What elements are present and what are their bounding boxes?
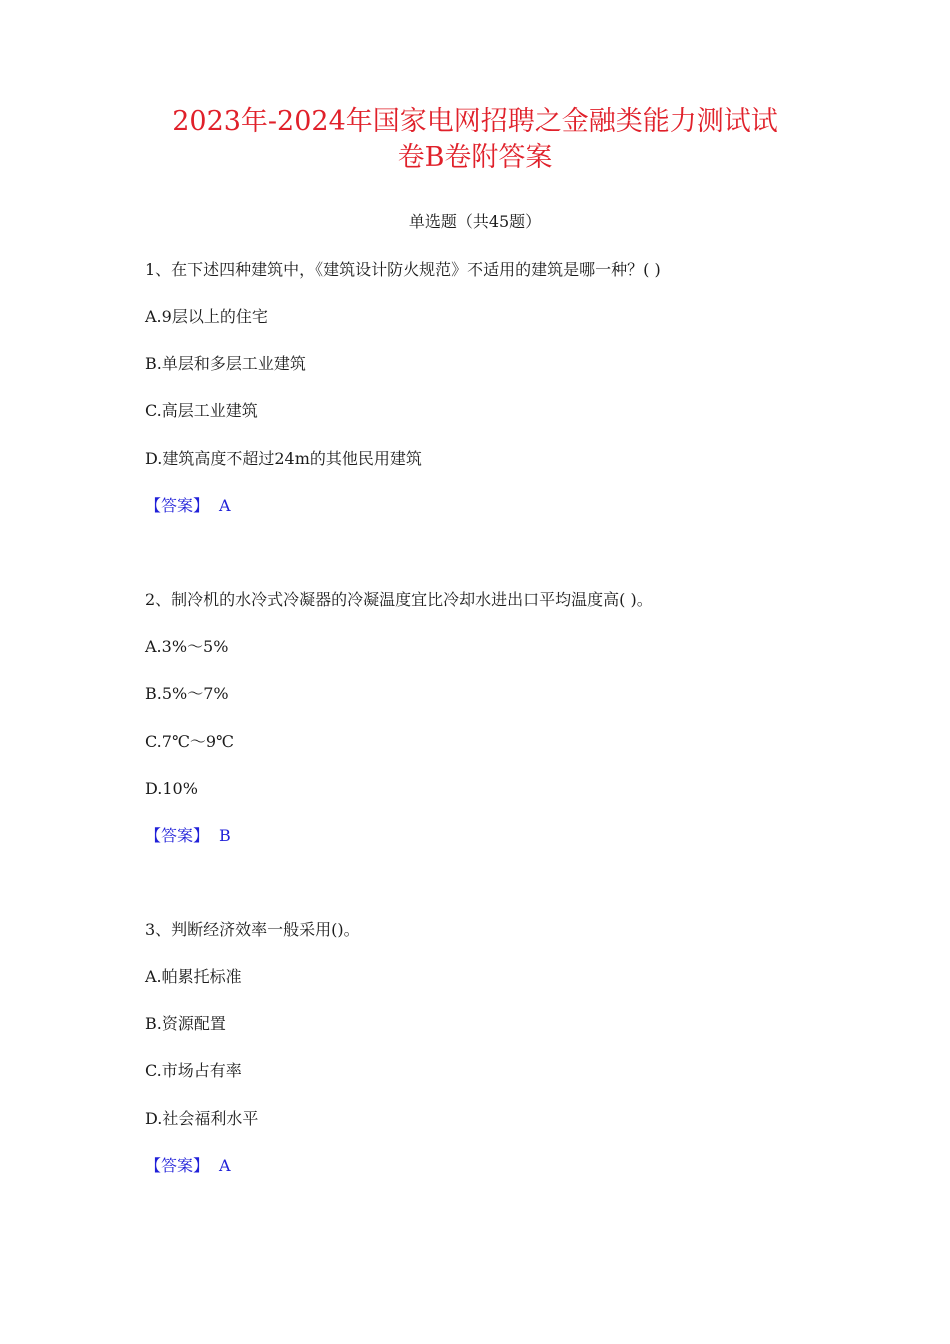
answer-label: 【答案】 <box>145 1156 210 1175</box>
question-2-option-d: D.10% <box>145 779 198 798</box>
question-2-answer <box>145 824 231 848</box>
question-1-option-a: A.9层以上的住宅 <box>145 307 268 326</box>
question-2-option-c: C.7℃～9℃ <box>145 732 234 751</box>
answer-label: 【答案】 <box>145 496 210 515</box>
question-1-option-b: B.单层和多层工业建筑 <box>145 354 306 373</box>
question-2-option-b: B.5%～7% <box>145 684 229 703</box>
question-3-stem: 3、判断经济效率一般采用()。 <box>145 920 360 939</box>
question-3-option-b: B.资源配置 <box>145 1014 226 1033</box>
title-line-2: 卷B卷附答案 <box>397 142 553 173</box>
document-title <box>120 104 830 176</box>
question-3-answer <box>145 1154 231 1178</box>
answer-value: A <box>219 496 231 515</box>
question-3-option-d: D.社会福利水平 <box>145 1109 259 1128</box>
question-3-option-a: A.帕累托标准 <box>145 967 242 986</box>
question-1-option-d: D.建筑高度不超过24m的其他民用建筑 <box>145 449 422 468</box>
title-line-1: 2023年-2024年国家电网招聘之金融类能力测试试 <box>172 106 778 137</box>
question-1-answer <box>145 494 231 518</box>
question-1-stem: 1、在下述四种建筑中，《建筑设计防火规范》不适用的建筑是哪一种？( ) <box>145 260 661 279</box>
answer-label: 【答案】 <box>145 826 210 845</box>
question-2-option-a: A.3%～5% <box>145 637 229 656</box>
section-heading: 单选题（共45题） <box>408 212 542 231</box>
answer-value: A <box>219 1156 231 1175</box>
question-1-option-c: C.高层工业建筑 <box>145 401 258 420</box>
answer-value: B <box>219 826 231 845</box>
question-2-stem: 2、制冷机的水冷式冷凝器的冷凝温度宜比冷却水进出口平均温度高( )。 <box>145 590 653 609</box>
question-3-option-c: C.市场占有率 <box>145 1061 242 1080</box>
